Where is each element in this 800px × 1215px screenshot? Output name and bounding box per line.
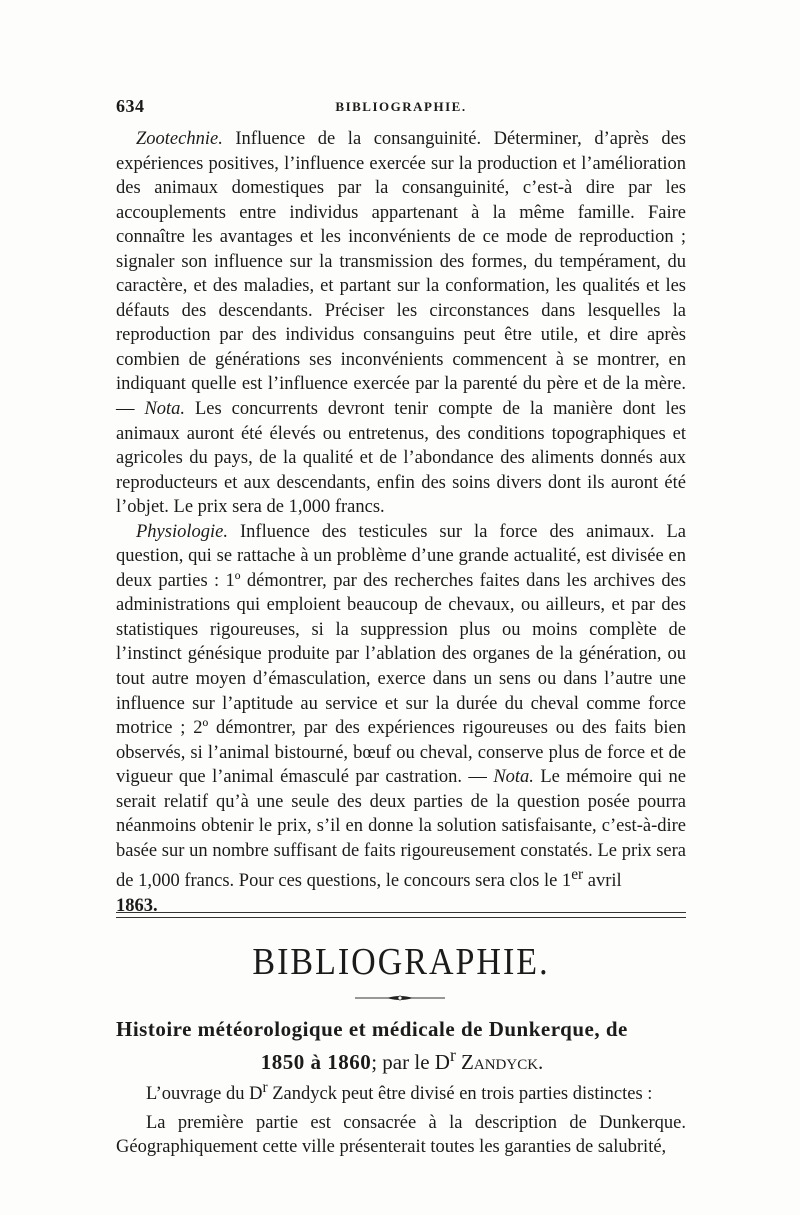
review-paragraph-1	[116, 1076, 686, 1107]
paragraph-lead: Zootechnie.	[136, 129, 223, 149]
page-header	[116, 96, 686, 122]
book-title-line2-wrap	[116, 1042, 688, 1075]
paragraph-text: Le mémoire qui ne serait relatif qu’à une seule des deux parties de la question posée pourra néanmoins obtenir le prix, s’il en donne la solution satisfaisante, c’est-à-dire basée sur un nombre suffisant de faits rigoureusement constatés. Le prix sera de 1,000 francs. Pour ces questions, le concours sera clos le 1	[116, 767, 686, 892]
closing-date: 1863.	[116, 896, 158, 917]
paragraph-text: Influence des testicules sur la force des animaux. La question, qui se rattache à un problème d’une grande actualité, est divisée en deux parties : 1º démontrer, par des recherches faites dans les archives des administrations qui emploient beaucoup de chevaux, ou ailleurs, et par des statistiques rigoureuses, si la suppression plus ou moins complète de l’instinct génésique produite par l’ablation des organes de la génération, ou tout autre moyen d’émasculation, exerce dans un sens ou dans l’autre une influence sur l’aptitude au service et sur la durée du cheval comme force motrice ; 2º démontrer, par des expériences rigoureuses ou des faits bien observés, si l’animal bistourné, bœuf ou cheval, conserve plus de force et de vigueur que l’animal émasculé par castration. —	[116, 521, 686, 788]
review-text-part: Zandyck peut être divisé en trois parties distinctes :	[267, 1084, 653, 1105]
nota-label: Nota.	[144, 399, 186, 420]
author-superscript: r	[449, 1045, 456, 1065]
page-number: 634	[116, 96, 145, 116]
review-text	[116, 1076, 686, 1160]
review-paragraph-2: La première partie est consacrée à la description de Dunkerque. Géographiquement cette ville présenterait toutes les garanties de salubrité,	[116, 1112, 686, 1158]
paragraph-lead: Physiologie.	[136, 521, 228, 542]
book-title	[116, 1016, 688, 1075]
paragraph-text: Les concurrents devront tenir compte de la manière dont les animaux auront été élevés ou entretenus, des conditions topographiques et agricoles du pays, de la qualité et de l’abondance des aliments donnés aux reproducteurs et aux descendants, enfin des soins divers dont ils auront été l’objet. Le prix sera de 1,000 francs.	[116, 399, 687, 518]
book-title-line2: 1850 à 1860	[260, 1050, 372, 1074]
ornament-divider	[355, 994, 445, 1002]
running-title: BIBLIOGRAPHIE.	[335, 99, 467, 114]
paragraph-text: Influence de la consanguinité. Déterminer, d’après des expériences positives, l’influence exercée sur la production et l’amélioration des animaux domestiques par la consanguinité, c’est-à dire par les accouplements entre individus appartenant à la même famille. Faire connaître les avantages et les inconvénients de ce mode de reproduction ; signaler son influence sur la transmission des formes, du tempérament, du caractère, et des maladies, et partant sur la conformation, les qualités et les défauts des descendants. Préciser les circonstances dans lesquelles la reproduction par des individus consanguins peut être utile, et dire après combien de générations ses inconvénients commencent à se montrer, en indiquant quelle est l’influence exercée par la parenté du père et de la mère. —	[116, 129, 686, 420]
paragraph-zootechnie	[116, 127, 686, 520]
review-text-part: L’ouvrage du D	[146, 1084, 263, 1105]
double-rule-divider	[116, 912, 686, 918]
paragraph-physiologie	[116, 520, 686, 919]
superscript: r	[262, 1079, 268, 1096]
author-prefix: ; par le D	[371, 1050, 450, 1074]
author-name: Zandyck.	[455, 1050, 544, 1074]
book-title-line1: Histoire météorologique et médicale de Dunkerque, de	[116, 1017, 628, 1041]
paragraph-text: avril	[583, 871, 622, 892]
superscript: er	[571, 866, 584, 884]
section-heading: BIBLIOGRAPHIE.	[252, 941, 550, 984]
nota-label: Nota.	[493, 767, 534, 788]
body-text	[116, 127, 686, 919]
